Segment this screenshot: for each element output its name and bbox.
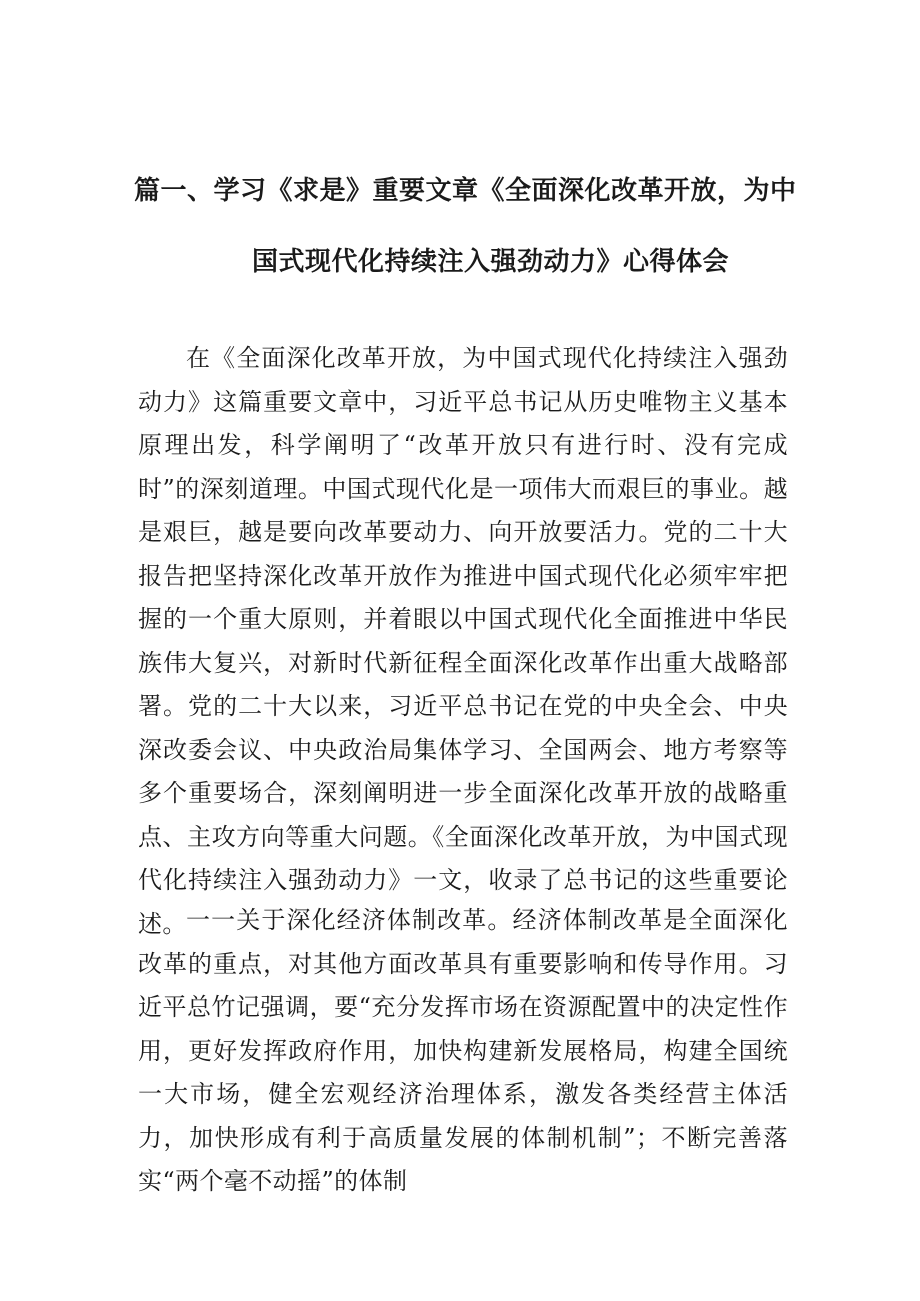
body-paragraph-1: 在《全面深化改革开放，为中国式现代化持续注入强劲动力》这篇重要文章中，习近平总书记从历史唯物主义基本原理出发，科学阐明了“改革开放只有进行时、没有完成时”的深刻道理。中国式现代化是一项伟大而艰巨的事业。越是艰巨，越是要向改革要动力、向开放要活力。党的二十大报告把坚持深化改革开放作为推进中国式现代化必须牢牢把握的一个重大原则，并着眼以中国式现代化全面推进中华民族伟大复兴，对新时代新征程全面深化改革作出重大战略部署。党的二十大以来，习近平总书记在党的中央全会、中央深改委会议、中央政治局集体学习、全国两会、地方考察等多个重要场合，深刻阐明进一步全面深化改革开放的战略重点、主攻方向等重大问题。《全面深化改革开放，为中国式现代化持续注入强劲动力》一文，收录了总书记的这些重要论述。 <box>138 344 788 938</box>
document-title-line-2: 国式现代化持续注入强劲动力》心得体会 <box>252 247 730 277</box>
document-title-line-1: 篇一、学习《求是》重要文章《全面深化改革开放，为中 <box>134 176 797 206</box>
body-paragraph-2: 一一关于深化经济体制改革。经济体制改革是全面深化改革的重点，对其他方面改革具有重要影响和传导作用。习近平总竹记强调，要“充分发挥市场在资源配置中的决定性作用，更好发挥政府作用，加快构建新发展格局，构建全国统一大市场，健全宏观经济治理体系，激发各类经营主体活力，加快形成有利于高质量发展的体制机制”；不断完善落实“两个毫不动摇”的体制 <box>138 906 788 1195</box>
